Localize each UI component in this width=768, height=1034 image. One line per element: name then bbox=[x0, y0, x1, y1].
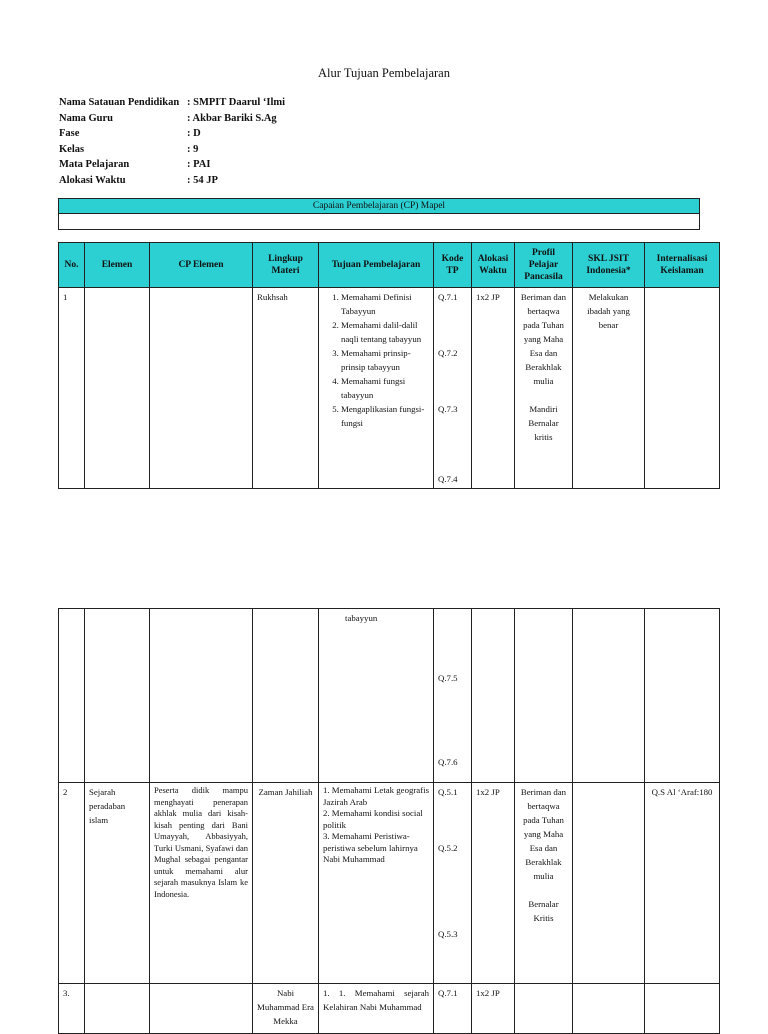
profil-text: Bernalar Kritis bbox=[528, 899, 559, 923]
header-alokasi: Alokasi Waktu bbox=[472, 243, 515, 288]
header-internalisasi: Internalisasi Keislaman bbox=[645, 243, 720, 288]
cell-internalisasi bbox=[645, 609, 720, 783]
cell-elemen bbox=[85, 609, 150, 783]
list-item: 2. Memahami dalil-dalil naqli tentang tabayyun bbox=[341, 318, 429, 346]
cell-alokasi: 1x2 JP bbox=[472, 783, 515, 984]
document-title: Alur Tujuan Pembelajaran bbox=[318, 66, 450, 80]
info-label: Alokasi Waktu bbox=[59, 174, 126, 186]
cell-internalisasi bbox=[645, 288, 720, 489]
cell-no: 1 bbox=[59, 288, 85, 489]
profil-text: Beriman dan bertaqwa pada Tuhan yang Maha Esa dan Berakhlak mulia bbox=[520, 292, 567, 386]
info-label: Mata Pelajaran bbox=[59, 159, 130, 170]
info-row-kelas bbox=[59, 144, 285, 160]
cell-profil bbox=[515, 288, 573, 489]
table-row bbox=[59, 288, 720, 489]
cell-internalisasi bbox=[645, 984, 720, 1034]
table-row bbox=[59, 984, 720, 1034]
kode-tp: Q.7.6 bbox=[438, 757, 458, 767]
info-value: : PAI bbox=[187, 159, 211, 170]
info-row-fase bbox=[59, 128, 285, 144]
cell-elemen bbox=[85, 984, 150, 1034]
cell-kode bbox=[434, 288, 472, 489]
cell-kode bbox=[434, 609, 472, 783]
cell-lingkup: Rukhsah bbox=[253, 288, 319, 489]
list-item: 4. Memahami fungsi tabayyun bbox=[341, 374, 429, 402]
info-row-alokasi bbox=[59, 175, 285, 191]
kode-tp: Q.5.2 bbox=[438, 843, 458, 853]
cell-internalisasi: Q.S Al ‘Araf:180 bbox=[645, 783, 720, 984]
header-kode: Kode TP bbox=[434, 243, 472, 288]
cell-cp bbox=[150, 609, 253, 783]
cell-no bbox=[59, 609, 85, 783]
cell-profil bbox=[515, 984, 573, 1034]
info-label: Nama Satauan Pendidikan bbox=[59, 97, 180, 108]
kode-tp: Q.7.2 bbox=[438, 348, 458, 358]
list-item: 5. Mengaplikasian fungsi-fungsi bbox=[341, 402, 429, 430]
info-value: : D bbox=[187, 128, 201, 139]
list-item: 3. Memahami prinsip-prinsip tabayyun bbox=[341, 346, 429, 374]
atp-table-page-2 bbox=[58, 608, 720, 1034]
cell-profil bbox=[515, 783, 573, 984]
cell-skl bbox=[573, 783, 645, 984]
header-no: No. bbox=[59, 243, 85, 288]
cell-lingkup bbox=[253, 609, 319, 783]
tujuan-list bbox=[323, 290, 429, 430]
cell-elemen: Sejarah peradaban islam bbox=[85, 783, 150, 984]
info-row-guru bbox=[59, 113, 285, 129]
cell-kode: Q.7.1 bbox=[434, 984, 472, 1034]
kode-tp: Q.7.3 bbox=[438, 404, 458, 414]
kode-tp: Q.7.1 bbox=[438, 292, 458, 302]
info-value: : 9 bbox=[187, 143, 199, 155]
table-header-row bbox=[59, 243, 720, 288]
kode-tp: Q.5.1 bbox=[438, 787, 458, 797]
list-item: 3. Memahami Peristiwa-peristiwa sebelum lahirnya Nabi Muhammad bbox=[323, 831, 418, 864]
profil-text: Beriman dan bertaqwa pada Tuhan yang Maha Esa dan Berakhlak mulia bbox=[520, 787, 567, 881]
atp-table-page-1 bbox=[58, 242, 720, 489]
cell-tujuan bbox=[319, 783, 434, 984]
header-elemen: Elemen bbox=[85, 243, 150, 288]
cell-alokasi: 1x2 JP bbox=[472, 288, 515, 489]
kode-tp: Q.7.4 bbox=[438, 474, 458, 484]
cell-profil bbox=[515, 609, 573, 783]
identity-block bbox=[59, 97, 285, 190]
kode-tp: Q.5.3 bbox=[438, 929, 458, 939]
cell-skl: Melakukan ibadah yang benar bbox=[573, 288, 645, 489]
cell-tujuan: tabayyun bbox=[319, 609, 434, 783]
cell-lingkup: Nabi Muhammad Era Mekka bbox=[253, 984, 319, 1034]
cell-cp bbox=[150, 288, 253, 489]
cell-cp: Peserta didik mampu menghayati penerapan akhlak mulia dari kisah-kisah penting dari Bani Umayyah, Abbasiyyah, Turki Usmani, Syafawi dan Mughal sebagai pengantar untuk memahami alur sejarah masuknya Islam ke Indonesia. bbox=[150, 783, 253, 984]
cell-no: 3. bbox=[59, 984, 85, 1034]
info-value: : 54 JP bbox=[187, 174, 218, 186]
cell-alokasi bbox=[472, 609, 515, 783]
header-lingkup: Lingkup Materi bbox=[253, 243, 319, 288]
cell-kode bbox=[434, 783, 472, 984]
table-row bbox=[59, 609, 720, 783]
cell-skl bbox=[573, 984, 645, 1034]
info-row-satuan bbox=[59, 97, 285, 113]
profil-text: Mandiri Bernalar kritis bbox=[528, 404, 559, 442]
cell-alokasi: 1x2 JP bbox=[472, 984, 515, 1034]
info-label: Kelas bbox=[59, 143, 85, 155]
info-value: : Akbar Bariki S.Ag bbox=[187, 112, 277, 124]
info-label: Nama Guru bbox=[59, 112, 113, 124]
list-item: 1. Memahami Definisi Tabayyun bbox=[341, 290, 429, 318]
info-row-mapel bbox=[59, 159, 285, 175]
cell-no: 2 bbox=[59, 783, 85, 984]
header-tujuan: Tujuan Pembelajaran bbox=[319, 243, 434, 288]
list-item: 1. Memahami Letak geografis Jazirah Arab bbox=[323, 785, 430, 807]
list-item: 2. Memahami kondisi social politik bbox=[323, 808, 423, 830]
cell-tujuan: 1. 1. Memahami sejarah Kelahiran Nabi Muhammad bbox=[319, 984, 434, 1034]
table-row bbox=[59, 783, 720, 984]
cp-mapel-header: Capaian Pembelajaran (CP) Mapel bbox=[59, 199, 699, 214]
header-cp-elemen: CP Elemen bbox=[150, 243, 253, 288]
cell-lingkup: Zaman Jahiliah bbox=[253, 783, 319, 984]
info-value: : SMPIT Daarul ‘Ilmi bbox=[187, 97, 286, 108]
header-profil: Profil Pelajar Pancasila bbox=[515, 243, 573, 288]
cell-skl bbox=[573, 609, 645, 783]
cp-mapel-box bbox=[58, 198, 700, 230]
header-skl: SKL JSIT Indonesia* bbox=[573, 243, 645, 288]
kode-tp: Q.7.5 bbox=[438, 673, 458, 683]
info-label: Fase bbox=[59, 128, 80, 139]
cell-cp bbox=[150, 984, 253, 1034]
cell-tujuan bbox=[319, 288, 434, 489]
cell-elemen bbox=[85, 288, 150, 489]
